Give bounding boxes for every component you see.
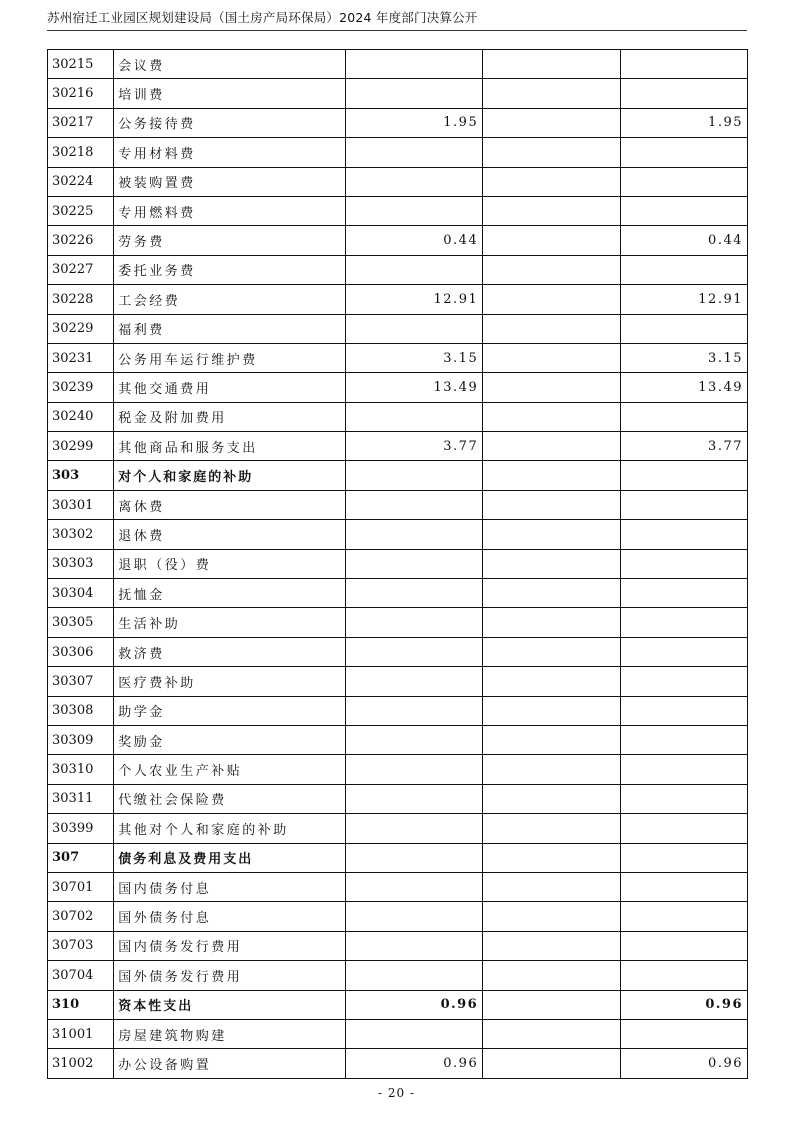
table-row: [48, 667, 748, 696]
table-row: [48, 872, 748, 901]
cell-amount-3: [620, 490, 747, 519]
cell-item-name: 委托业务费: [114, 255, 346, 284]
cell-item-name: 个人农业生产补贴: [114, 755, 346, 784]
page-header-title: 苏州宿迁工业园区规划建设局（国土房产局环保局）2024 年度部门决算公开: [47, 10, 478, 25]
cell-item-name: 奖励金: [114, 725, 346, 754]
cell-amount-2: [483, 50, 620, 79]
cell-amount-3: [620, 138, 747, 167]
cell-amount-1: [345, 814, 482, 843]
cell-amount-2: [483, 285, 620, 314]
cell-item-name: 专用燃料费: [114, 196, 346, 225]
cell-amount-2: [483, 814, 620, 843]
cell-item-name: 退职（役）费: [114, 549, 346, 578]
cell-amount-2: [483, 755, 620, 784]
cell-amount-3: [620, 167, 747, 196]
cell-item-name: 工会经费: [114, 285, 346, 314]
cell-code: 30301: [48, 490, 114, 519]
cell-code: 30304: [48, 579, 114, 608]
cell-code: 30310: [48, 755, 114, 784]
cell-amount-2: [483, 725, 620, 754]
cell-item-name: 办公设备购置: [114, 1049, 346, 1078]
cell-amount-1: [345, 167, 482, 196]
table-category-row: [48, 843, 748, 872]
cell-code: 307: [48, 843, 114, 872]
cell-code: 30217: [48, 108, 114, 137]
cell-amount-1: 3.15: [345, 343, 482, 372]
cell-amount-1: [345, 255, 482, 284]
cell-code: 30309: [48, 725, 114, 754]
cell-code: 30302: [48, 520, 114, 549]
cell-item-name: 福利费: [114, 314, 346, 343]
table-category-row: [48, 990, 748, 1019]
cell-amount-1: [345, 931, 482, 960]
cell-amount-3: 0.96: [620, 990, 747, 1019]
cell-item-name: 会议费: [114, 50, 346, 79]
cell-amount-2: [483, 843, 620, 872]
cell-code: 31001: [48, 1019, 114, 1048]
cell-amount-3: [620, 1019, 747, 1048]
cell-amount-2: [483, 226, 620, 255]
page-number: - 20 -: [377, 1086, 415, 1100]
table-row: [48, 1019, 748, 1048]
cell-amount-1: 0.96: [345, 1049, 482, 1078]
cell-item-name: 其他商品和服务支出: [114, 432, 346, 461]
cell-amount-2: [483, 990, 620, 1019]
cell-amount-1: [345, 461, 482, 490]
cell-amount-3: [620, 549, 747, 578]
cell-amount-3: [620, 402, 747, 431]
cell-code: 30231: [48, 343, 114, 372]
cell-item-name: 退休费: [114, 520, 346, 549]
cell-item-name: 生活补助: [114, 608, 346, 637]
cell-amount-3: 1.95: [620, 108, 747, 137]
cell-amount-2: [483, 167, 620, 196]
cell-amount-1: [345, 549, 482, 578]
cell-amount-2: [483, 196, 620, 225]
table-row: [48, 343, 748, 372]
cell-amount-3: [620, 667, 747, 696]
cell-amount-1: [345, 1019, 482, 1048]
cell-amount-3: 0.44: [620, 226, 747, 255]
table-row: [48, 402, 748, 431]
cell-amount-1: [345, 725, 482, 754]
table-row: [48, 637, 748, 666]
cell-amount-3: 0.96: [620, 1049, 747, 1078]
cell-code: 30701: [48, 872, 114, 901]
cell-code: 30225: [48, 196, 114, 225]
cell-amount-3: [620, 461, 747, 490]
cell-amount-3: [620, 872, 747, 901]
table-row: [48, 196, 748, 225]
cell-code: 30229: [48, 314, 114, 343]
cell-amount-2: [483, 461, 620, 490]
cell-amount-2: [483, 490, 620, 519]
cell-code: 30704: [48, 961, 114, 990]
cell-amount-1: 0.44: [345, 226, 482, 255]
cell-amount-3: 3.15: [620, 343, 747, 372]
cell-item-name: 培训费: [114, 79, 346, 108]
table-row: [48, 931, 748, 960]
cell-amount-3: [620, 784, 747, 813]
cell-amount-2: [483, 402, 620, 431]
cell-code: 30216: [48, 79, 114, 108]
table-row: [48, 520, 748, 549]
cell-amount-1: [345, 520, 482, 549]
table-row: [48, 373, 748, 402]
table-category-row: [48, 461, 748, 490]
cell-item-name: 救济费: [114, 637, 346, 666]
cell-amount-3: [620, 696, 747, 725]
cell-amount-2: [483, 520, 620, 549]
table-row: [48, 314, 748, 343]
cell-amount-1: [345, 402, 482, 431]
cell-amount-3: [620, 314, 747, 343]
cell-amount-3: [620, 255, 747, 284]
table-row: [48, 138, 748, 167]
cell-code: 310: [48, 990, 114, 1019]
cell-code: 30227: [48, 255, 114, 284]
cell-amount-1: 3.77: [345, 432, 482, 461]
cell-code: 30228: [48, 285, 114, 314]
cell-code: 30399: [48, 814, 114, 843]
cell-amount-3: [620, 931, 747, 960]
cell-amount-3: [620, 579, 747, 608]
cell-amount-1: [345, 79, 482, 108]
cell-amount-3: [620, 637, 747, 666]
cell-item-name: 被装购置费: [114, 167, 346, 196]
cell-item-name: 债务利息及费用支出: [114, 843, 346, 872]
cell-amount-1: [345, 784, 482, 813]
cell-item-name: 公务用车运行维护费: [114, 343, 346, 372]
cell-amount-1: 0.96: [345, 990, 482, 1019]
cell-item-name: 代缴社会保险费: [114, 784, 346, 813]
cell-amount-3: [620, 725, 747, 754]
cell-code: 30702: [48, 902, 114, 931]
table-row: [48, 285, 748, 314]
cell-item-name: 其他对个人和家庭的补助: [114, 814, 346, 843]
cell-amount-1: [345, 196, 482, 225]
cell-item-name: 国内债务发行费用: [114, 931, 346, 960]
cell-code: 30299: [48, 432, 114, 461]
table-row: [48, 1049, 748, 1078]
cell-item-name: 抚恤金: [114, 579, 346, 608]
cell-amount-2: [483, 637, 620, 666]
cell-amount-1: [345, 579, 482, 608]
cell-amount-1: [345, 138, 482, 167]
cell-code: 303: [48, 461, 114, 490]
cell-amount-2: [483, 138, 620, 167]
cell-amount-3: 13.49: [620, 373, 747, 402]
cell-item-name: 专用材料费: [114, 138, 346, 167]
expenditure-table-body: [48, 50, 748, 1079]
cell-item-name: 对个人和家庭的补助: [114, 461, 346, 490]
cell-amount-2: [483, 343, 620, 372]
cell-amount-2: [483, 108, 620, 137]
table-row: [48, 961, 748, 990]
cell-amount-2: [483, 902, 620, 931]
cell-item-name: 劳务费: [114, 226, 346, 255]
cell-amount-3: 3.77: [620, 432, 747, 461]
cell-amount-1: 13.49: [345, 373, 482, 402]
cell-amount-3: [620, 50, 747, 79]
cell-item-name: 税金及附加费用: [114, 402, 346, 431]
cell-code: 31002: [48, 1049, 114, 1078]
table-row: [48, 814, 748, 843]
cell-item-name: 其他交通费用: [114, 373, 346, 402]
cell-code: 30308: [48, 696, 114, 725]
cell-amount-1: [345, 755, 482, 784]
cell-amount-3: [620, 79, 747, 108]
cell-amount-1: [345, 314, 482, 343]
cell-amount-1: [345, 902, 482, 931]
cell-amount-2: [483, 255, 620, 284]
cell-code: 30703: [48, 931, 114, 960]
cell-item-name: 医疗费补助: [114, 667, 346, 696]
cell-amount-3: [620, 520, 747, 549]
cell-amount-2: [483, 784, 620, 813]
table-row: [48, 696, 748, 725]
cell-code: 30240: [48, 402, 114, 431]
cell-amount-2: [483, 373, 620, 402]
cell-amount-3: [620, 902, 747, 931]
table-row: [48, 108, 748, 137]
cell-amount-2: [483, 931, 620, 960]
cell-item-name: 房屋建筑物购建: [114, 1019, 346, 1048]
cell-amount-1: [345, 50, 482, 79]
cell-item-name: 公务接待费: [114, 108, 346, 137]
cell-amount-2: [483, 549, 620, 578]
table-row: [48, 432, 748, 461]
table-row: [48, 579, 748, 608]
cell-code: 30226: [48, 226, 114, 255]
cell-code: 30303: [48, 549, 114, 578]
cell-code: 30305: [48, 608, 114, 637]
cell-code: 30224: [48, 167, 114, 196]
cell-amount-2: [483, 579, 620, 608]
cell-code: 30215: [48, 50, 114, 79]
expenditure-table: [47, 49, 748, 1079]
cell-item-name: 资本性支出: [114, 990, 346, 1019]
table-row: [48, 490, 748, 519]
table-row: [48, 549, 748, 578]
cell-amount-1: [345, 696, 482, 725]
cell-amount-3: [620, 196, 747, 225]
cell-amount-2: [483, 961, 620, 990]
cell-amount-3: [620, 608, 747, 637]
cell-amount-2: [483, 696, 620, 725]
cell-item-name: 国外债务付息: [114, 902, 346, 931]
cell-amount-3: [620, 755, 747, 784]
cell-amount-2: [483, 432, 620, 461]
cell-amount-2: [483, 872, 620, 901]
cell-amount-3: 12.91: [620, 285, 747, 314]
cell-amount-1: 1.95: [345, 108, 482, 137]
cell-amount-2: [483, 314, 620, 343]
cell-code: 30307: [48, 667, 114, 696]
table-row: [48, 50, 748, 79]
cell-amount-3: [620, 961, 747, 990]
cell-amount-2: [483, 608, 620, 637]
cell-amount-3: [620, 814, 747, 843]
table-row: [48, 255, 748, 284]
cell-code: 30306: [48, 637, 114, 666]
cell-amount-1: [345, 608, 482, 637]
header-divider: [47, 30, 747, 31]
cell-amount-1: [345, 961, 482, 990]
cell-amount-2: [483, 667, 620, 696]
cell-amount-1: [345, 667, 482, 696]
cell-amount-2: [483, 79, 620, 108]
table-row: [48, 608, 748, 637]
cell-amount-3: [620, 843, 747, 872]
cell-amount-2: [483, 1019, 620, 1048]
cell-item-name: 国内债务付息: [114, 872, 346, 901]
table-row: [48, 167, 748, 196]
cell-code: 30239: [48, 373, 114, 402]
cell-amount-1: 12.91: [345, 285, 482, 314]
cell-code: 30311: [48, 784, 114, 813]
table-row: [48, 226, 748, 255]
table-row: [48, 902, 748, 931]
cell-amount-1: [345, 490, 482, 519]
cell-amount-2: [483, 1049, 620, 1078]
table-row: [48, 79, 748, 108]
cell-item-name: 国外债务发行费用: [114, 961, 346, 990]
table-row: [48, 725, 748, 754]
table-row: [48, 784, 748, 813]
cell-item-name: 离休费: [114, 490, 346, 519]
cell-amount-1: [345, 843, 482, 872]
cell-item-name: 助学金: [114, 696, 346, 725]
cell-code: 30218: [48, 138, 114, 167]
cell-amount-1: [345, 872, 482, 901]
cell-amount-1: [345, 637, 482, 666]
table-row: [48, 755, 748, 784]
